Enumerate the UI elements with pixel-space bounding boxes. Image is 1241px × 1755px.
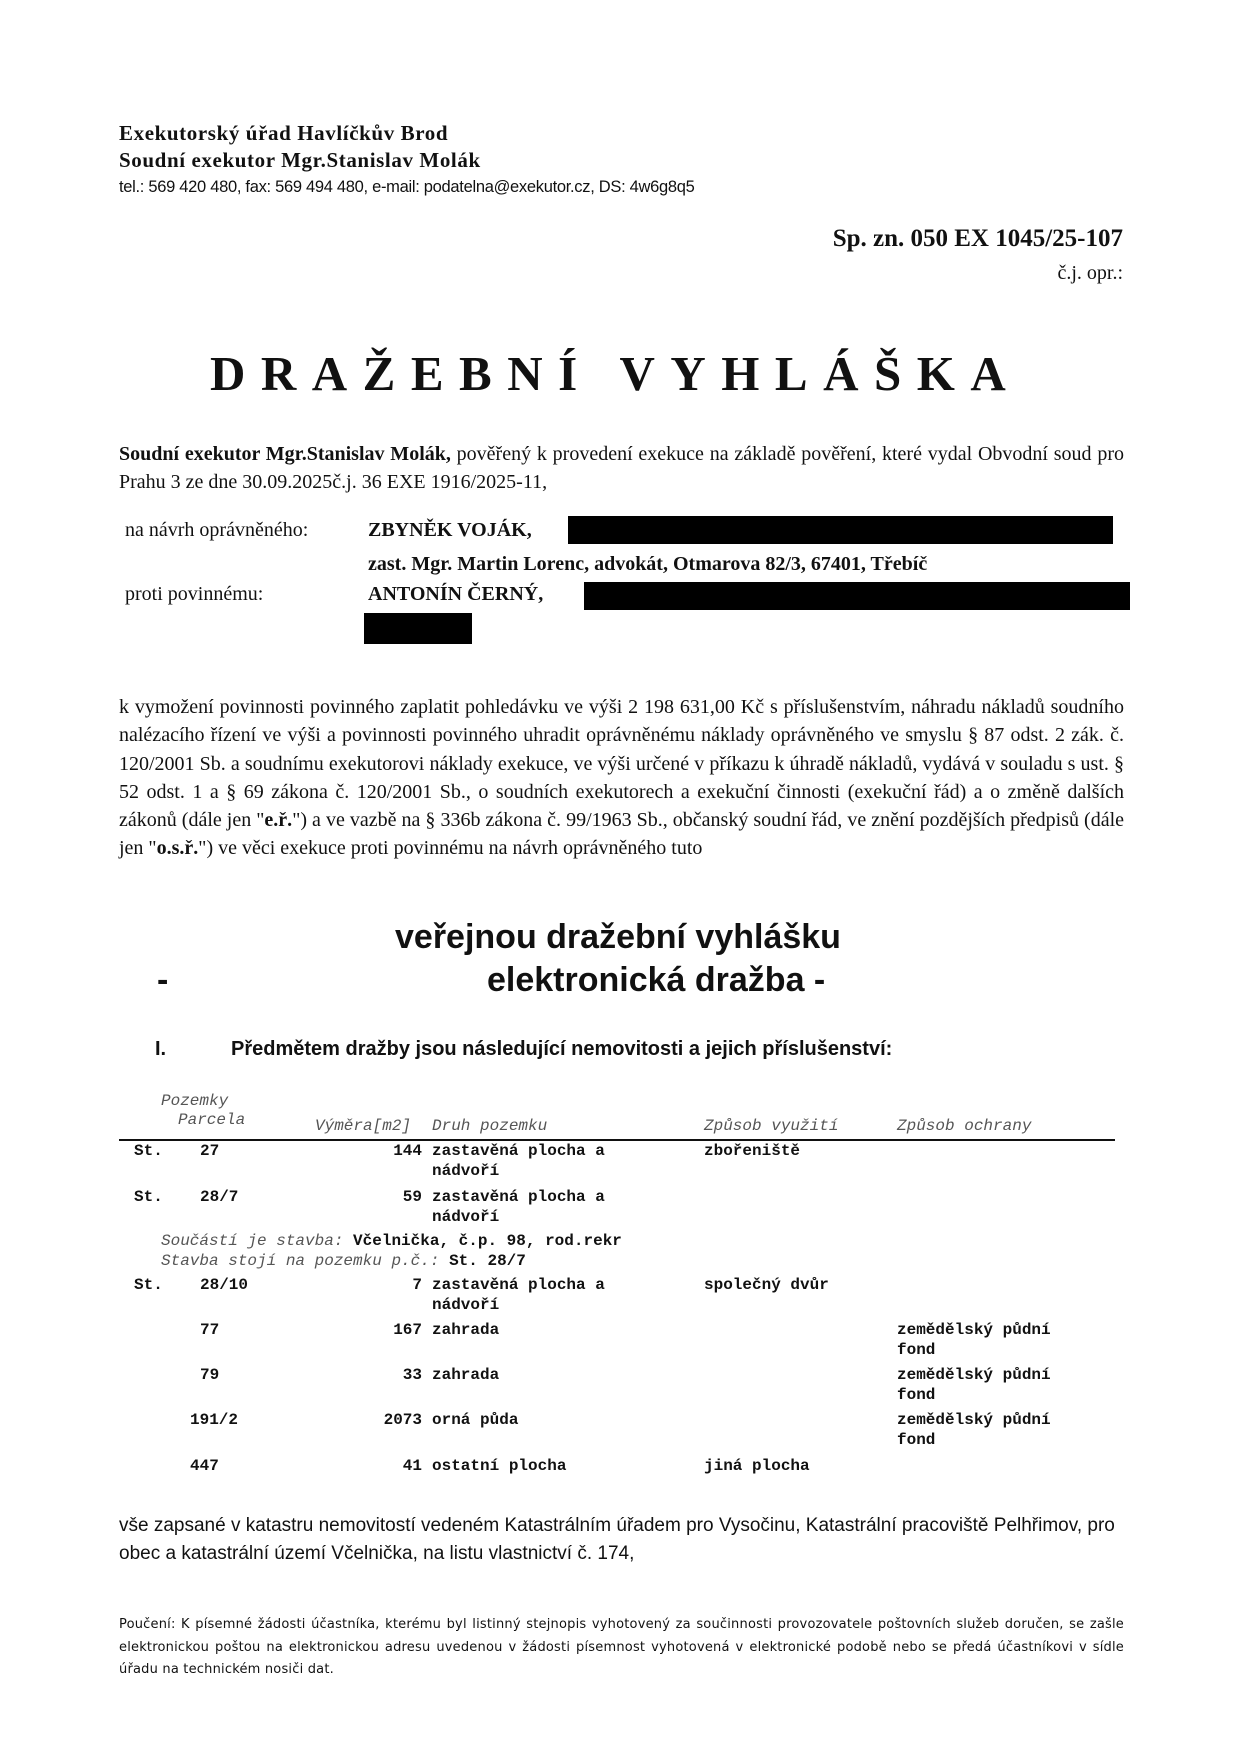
intro-text: pověřený k provedení exekuce na základě pověření, které vydal Obvodní soud pro Prahu 3 ze dne 30.09.2025č.j. 36 EXE 1916/2025-11,	[119, 443, 1124, 493]
cell-vymera: 59	[402, 1188, 422, 1206]
body-paragraph	[119, 693, 1124, 863]
table-rule	[119, 1139, 1115, 1141]
cell-vymera: 41	[402, 1457, 422, 1475]
cell-vymera: 2073	[383, 1411, 422, 1429]
abbr-er: e.ř.	[264, 809, 293, 832]
cell-ochrana-2: fond	[897, 1431, 936, 1449]
cell-vymera: 33	[402, 1366, 422, 1384]
cell-druh-2: nádvoří	[432, 1296, 500, 1314]
note-location-value: St. 28/7	[449, 1252, 526, 1270]
heading-line-2: elektronická dražba -	[487, 961, 826, 999]
body-text-3: ") ve věci exekuce proti povinnému na návrh oprávněného tuto	[198, 837, 703, 860]
heading-line-1: veřejnou dražební vyhlášku	[395, 918, 841, 956]
office-name: Exekutorský úřad Havlíčkův Brod	[119, 121, 449, 145]
footer-notice: Poučení: K písemné žádosti účastníka, kterému byl listinný stejnopis vyhotovený za součinnosti provozovatele poštovních služeb doručen, se zašle elektronickou poštou na elektronickou adresu uvedenou v žádosti písemnost vyhotovená v elektronické podobě nebo se předá účastníkovi v sídle úřadu na technickém nosiči dat.	[119, 1617, 1124, 1677]
note-location	[161, 1252, 526, 1270]
redaction-block	[364, 613, 472, 644]
cell-parcela: 28/10	[200, 1276, 249, 1294]
cell-st: St.	[134, 1142, 163, 1160]
heading-dash: -	[157, 961, 169, 999]
cell-ochrana-2: fond	[897, 1341, 936, 1359]
cell-parcela: 28/7	[200, 1188, 239, 1206]
document-title: DRAŽEBNÍ VYHLÁŠKA	[210, 346, 1022, 401]
header-vymera: Výměra[m2]	[315, 1117, 412, 1135]
cell-druh: zastavěná plocha a	[432, 1142, 605, 1160]
executor-name: Soudní exekutor Mgr.Stanislav Molák	[119, 148, 481, 172]
cell-ochrana: zemědělský půdní	[897, 1411, 1051, 1429]
cell-druh: zastavěná plocha a	[432, 1276, 605, 1294]
header-pozemky: Pozemky	[161, 1092, 229, 1110]
cell-druh: ostatní plocha	[432, 1457, 567, 1475]
cell-vymera: 7	[412, 1276, 422, 1294]
debtor-label: proti povinnému:	[125, 583, 264, 605]
cell-parcela: 27	[200, 1142, 220, 1160]
cell-druh-2: nádvoří	[432, 1162, 500, 1180]
intro-paragraph	[119, 440, 1124, 496]
cell-druh: orná půda	[432, 1411, 519, 1429]
redaction-block	[568, 516, 1113, 544]
file-number: Sp. zn. 050 EX 1045/25-107	[832, 225, 1123, 252]
cell-parcela: 447	[190, 1457, 219, 1475]
cell-parcela: 191/2	[190, 1411, 239, 1429]
cell-ochrana-2: fond	[897, 1386, 936, 1404]
debtor-name: ANTONÍN ČERNÝ,	[368, 583, 544, 605]
cell-vyuziti: společný dvůr	[704, 1276, 829, 1294]
header-vyuziti: Způsob využití	[704, 1117, 839, 1135]
reference-number: č.j. opr.:	[1057, 262, 1123, 284]
cell-druh: zahrada	[432, 1321, 500, 1339]
note-building-label: Součástí je stavba:	[161, 1232, 344, 1250]
header-ochrana: Způsob ochrany	[897, 1117, 1032, 1135]
redaction-block	[584, 582, 1130, 610]
header-parcela: Parcela	[178, 1111, 246, 1129]
cell-druh: zahrada	[432, 1366, 500, 1384]
cadastre-paragraph: vše zapsané v katastru nemovitostí vedeném Katastrálním úřadem pro Vysočinu, Katastrální pracoviště Pelhřimov, pro obec a katastrální území Včelnička, na listu vlastnictví č. 174,	[119, 1515, 1115, 1564]
claimant-representative: zast. Mgr. Martin Lorenc, advokát, Otmarova 82/3, 67401, Třebíč	[368, 553, 928, 575]
claimant-label: na návrh oprávněného:	[125, 519, 309, 541]
body-text-2: ") a ve vazbě na § 336b zákona č. 99/1963 Sb., občanský soudní řád, ve znění pozdějších předpisů (dále jen "	[119, 809, 1124, 860]
note-location-label: Stavba stojí na pozemku p.č.:	[161, 1252, 440, 1270]
cell-ochrana: zemědělský půdní	[897, 1321, 1051, 1339]
cell-ochrana: zemědělský půdní	[897, 1366, 1051, 1384]
cell-vyuziti: zbořeniště	[704, 1142, 801, 1160]
note-building	[161, 1232, 622, 1250]
section-number: I.	[155, 1038, 167, 1060]
abbr-osr: o.s.ř.	[156, 837, 199, 860]
cell-parcela: 77	[200, 1321, 220, 1339]
cell-druh-2: nádvoří	[432, 1208, 500, 1226]
note-building-value: Včelnička, č.p. 98, rod.rekr	[353, 1232, 622, 1250]
cell-st: St.	[134, 1276, 163, 1294]
cell-st: St.	[134, 1188, 163, 1206]
header-druh: Druh pozemku	[432, 1117, 548, 1135]
contact-line: tel.: 569 420 480, fax: 569 494 480, e-mail: podatelna@exekutor.cz, DS: 4w6g8q5	[119, 178, 695, 196]
cell-vymera: 144	[393, 1142, 422, 1160]
cell-vyuziti: jiná plocha	[704, 1457, 810, 1475]
cell-druh: zastavěná plocha a	[432, 1188, 605, 1206]
intro-executor: Soudní exekutor Mgr.Stanislav Molák,	[119, 443, 451, 465]
cell-parcela: 79	[200, 1366, 220, 1384]
cell-vymera: 167	[393, 1321, 422, 1339]
section-title: Předmětem dražby jsou následující nemovitosti a jejich příslušenství:	[231, 1038, 893, 1060]
body-text-1: k vymožení povinnosti povinného zaplatit pohledávku ve výši 2 198 631,00 Kč s příslušenstvím, náhradu nákladů soudního nalézacího řízení ve výši a povinnosti povinného uhradit oprávněnému náklady oprávněného ve smyslu § 87 odst. 2 zák. č. 120/2001 Sb. a soudnímu exekutorovi náklady exekuce, ve výši určené v příkazu k úhradě nákladů, vydává v souladu s ust. § 52 odst. 1 a § 69 zákona č. 120/2001 Sb., o soudních exekutorech a exekuční činnosti (exekuční řád) a o změně dalších zákonů (dále jen "	[119, 696, 1124, 832]
claimant-name: ZBYNĚK VOJÁK,	[368, 519, 532, 541]
